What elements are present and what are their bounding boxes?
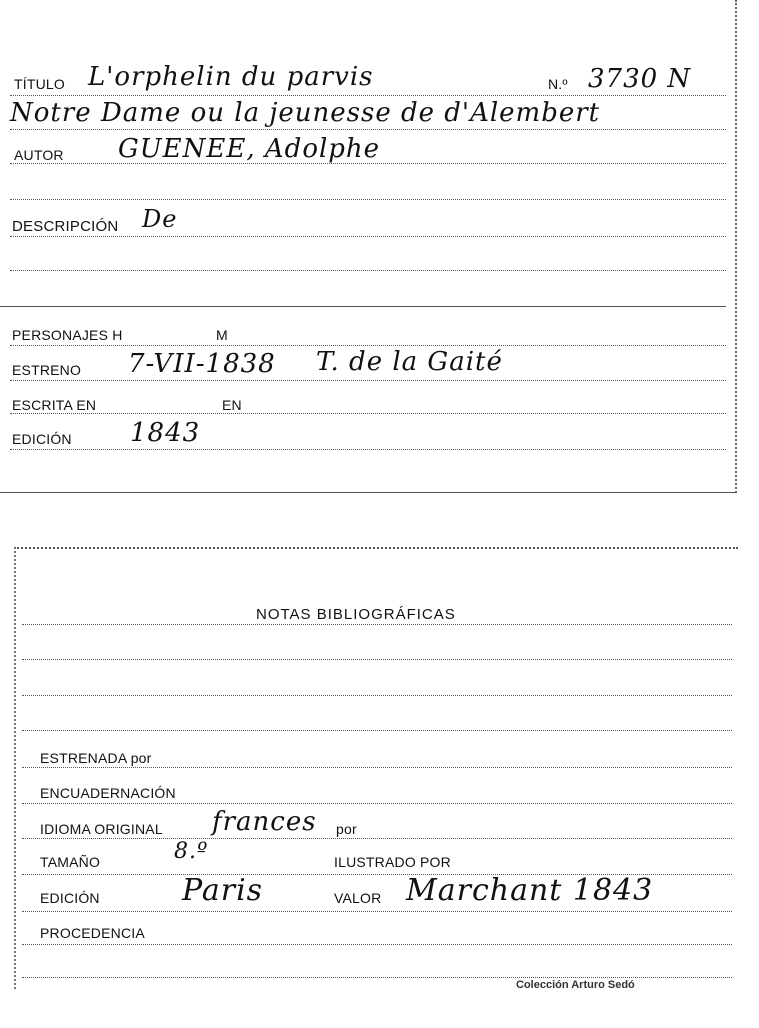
escrita-en-label: EN [222, 397, 242, 413]
notas-header: NOTAS BIBLIOGRÁFICAS [256, 606, 456, 623]
descripcion-value: De [142, 205, 178, 233]
coleccion-footer: Colección Arturo Sedó [516, 979, 635, 991]
autor-value: GUENEE, Adolphe [118, 134, 381, 164]
ruled-line [22, 659, 732, 660]
autor-label: AUTOR [14, 147, 64, 163]
ruled-line [10, 236, 726, 237]
idioma-value: frances [212, 807, 317, 837]
edicion-label: EDICIÓN [12, 431, 72, 447]
ruled-line [22, 803, 732, 804]
catalog-card-back [14, 547, 738, 989]
catalog-card-front [0, 0, 737, 493]
ruled-line [10, 380, 726, 381]
titulo-line1: L'orphelin du parvis [88, 62, 374, 92]
descripcion-label: DESCRIPCIÓN [12, 218, 119, 235]
idioma-label: IDIOMA ORIGINAL [40, 821, 163, 837]
ilustrado-label: ILUSTRADO POR [334, 854, 451, 870]
edicion-value: 1843 [130, 418, 201, 448]
ruled-line [10, 270, 726, 271]
ruled-line [10, 129, 726, 130]
tamano-value: 8.º [174, 839, 209, 864]
procedencia-label: PROCEDENCIA [40, 925, 145, 941]
titulo-line2: Notre Dame ou la jeunesse de d'Alembert [10, 98, 601, 128]
ruled-line [10, 95, 726, 96]
ruled-line [10, 413, 726, 414]
ruled-line [10, 199, 726, 200]
edicion-value-back: Paris [182, 873, 264, 908]
tamano-label: TAMAÑO [40, 854, 101, 870]
por-label: por [336, 821, 357, 837]
titulo-label: TÍTULO [14, 76, 65, 92]
estreno-label: ESTRENO [12, 362, 82, 378]
encuadernacion-label: ENCUADERNACIÓN [40, 785, 176, 801]
numero-label: N.º [548, 76, 568, 92]
numero-value: 3730 N [588, 64, 692, 94]
ruled-line [22, 767, 732, 768]
edicion-label-back: EDICIÓN [40, 890, 100, 906]
ruled-line [10, 449, 726, 450]
ruled-line [22, 977, 732, 978]
ruled-line [0, 306, 726, 307]
estreno-teatro: T. de la Gaité [316, 347, 503, 377]
personajes-m-label: M [216, 327, 228, 343]
escrita-label: ESCRITA EN [12, 397, 97, 413]
ruled-line [22, 944, 732, 945]
ruled-line [10, 345, 726, 346]
ruled-line [22, 838, 732, 839]
personajes-label: PERSONAJES H [12, 327, 123, 343]
valor-label: VALOR [334, 890, 382, 906]
ruled-line [22, 911, 732, 912]
valor-value: Marchant 1843 [406, 873, 654, 908]
estrenada-label: ESTRENADA por [40, 750, 152, 766]
ruled-line [22, 624, 732, 625]
estreno-fecha: 7-VII-1838 [128, 349, 276, 379]
ruled-line [22, 695, 732, 696]
ruled-line [22, 730, 732, 731]
